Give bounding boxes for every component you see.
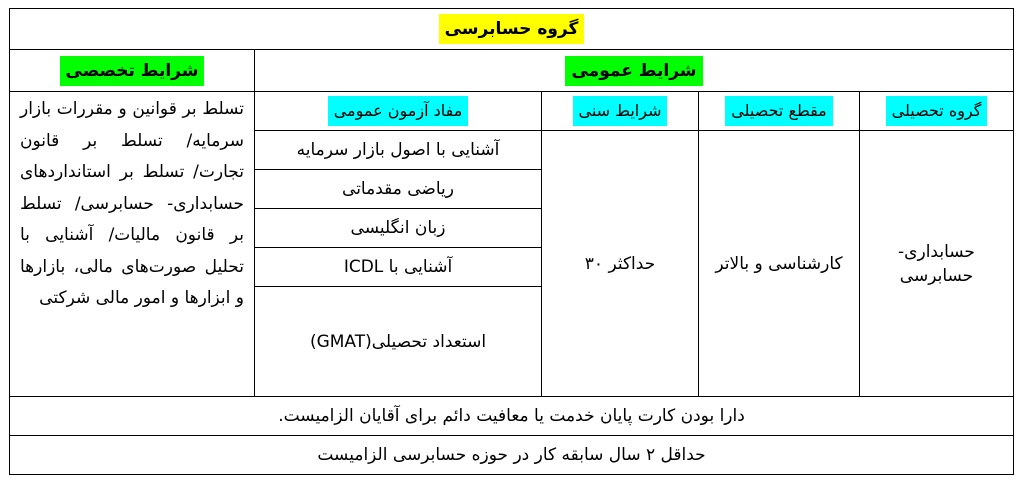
age-value: حداکثر ۳۰ xyxy=(584,253,656,274)
exam-topic-capital-market: آشنایی با اصول بازار سرمایه xyxy=(296,140,500,160)
specialized-header: شرایط تخصصی xyxy=(60,56,205,86)
specialized-text: تسلط بر قوانین و مقررات بازار سرمایه/ تسلط بر قانون تجارت/ تسلط بر استانداردهای حسابداری- حسابرسی/ تسلط بر قانون مالیات/ آشنایی با تحلیل صورت‌های مالی، بازارها و ابزارها و امور مالی شرکتی xyxy=(20,99,244,308)
general-header: شرایط عمومی xyxy=(565,56,702,86)
exam-topics-header: مفاد آزمون عمومی xyxy=(328,96,469,126)
age-header: شرایط سنی xyxy=(573,96,668,126)
general-header-cell xyxy=(255,50,1013,91)
age-header-cell xyxy=(542,92,698,130)
exam-topic-gmat: استعداد تحصیلی(GMAT) xyxy=(309,331,487,352)
table-title: گروه حسابرسی xyxy=(439,14,585,44)
field-group-header: گروه تحصیلی xyxy=(886,96,988,126)
specialized-header-cell xyxy=(10,50,254,91)
exam-topic-english: زبان انگلیسی xyxy=(350,218,446,238)
exam-topic-cell xyxy=(255,131,541,169)
exam-topic-cell xyxy=(255,209,541,247)
title-cell xyxy=(10,9,1013,49)
exam-topics-header-cell xyxy=(255,92,541,130)
military-service-row xyxy=(10,397,1013,435)
degree-header-cell xyxy=(699,92,859,130)
field-group-cell xyxy=(860,131,1013,396)
exam-topic-cell xyxy=(255,248,541,286)
age-cell xyxy=(542,131,698,396)
exam-topic-icdl: آشنایی با ICDL xyxy=(343,257,453,277)
experience-row xyxy=(10,436,1013,474)
exam-topic-math: ریاضی مقدماتی xyxy=(342,179,454,199)
exam-topic-cell xyxy=(255,170,541,208)
degree-header: مقطع تحصیلی xyxy=(725,96,833,126)
field-group-header-cell xyxy=(860,92,1013,130)
specialized-requirements xyxy=(10,92,254,396)
experience-note: حداقل ۲ سال سابقه کار در حوزه حسابرسی الزامیست xyxy=(317,445,706,465)
military-service-note: دارا بودن کارت پایان خدمت یا معافیت دائم برای آقایان الزامیست. xyxy=(278,406,745,426)
field-group-value: حسابداری- حسابرسی xyxy=(898,241,975,286)
degree-cell xyxy=(699,131,859,396)
requirements-table xyxy=(9,8,1014,475)
degree-value: کارشناسی و بالاتر xyxy=(715,253,843,274)
exam-topic-cell xyxy=(255,287,541,396)
